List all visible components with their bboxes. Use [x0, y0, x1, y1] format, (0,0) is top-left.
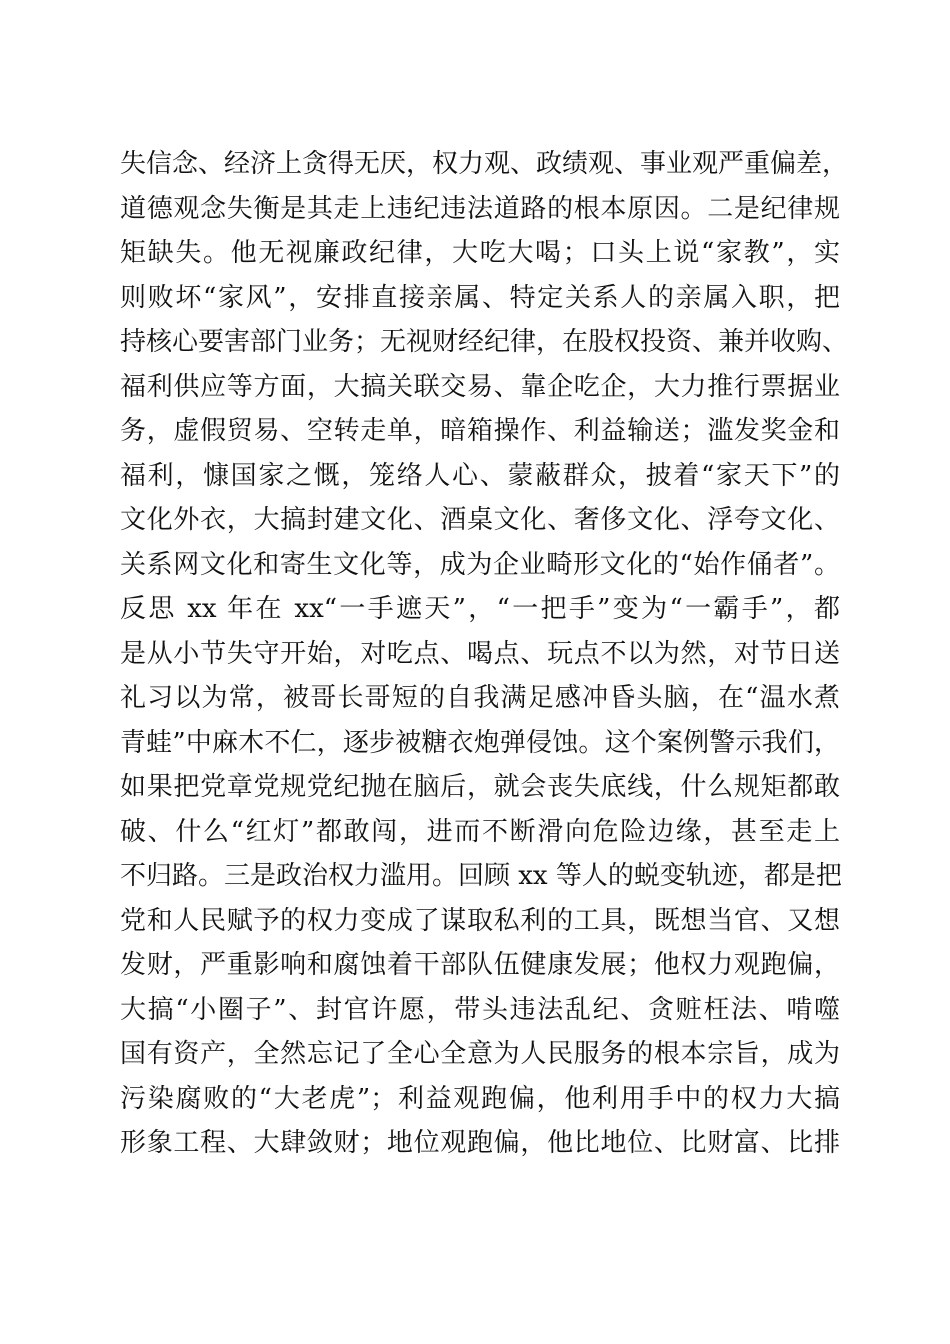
- text-line: 反思 xx 年在 xx“一手遮天”，“一把手”变为“一霸手”，都: [120, 594, 840, 624]
- text-line: 福利供应等方面，大搞关联交易、靠企吃企，大力推行票据业: [120, 371, 840, 402]
- text-line: 失信念、经济上贪得无厌，权力观、政绩观、事业观严重偏差，: [120, 149, 849, 179]
- text-line: 污染腐败的“大老虎”；利益观跑偏，他利用手中的权力大搞: [120, 1083, 840, 1114]
- text-line: 关系网文化和寄生文化等，成为企业畸形文化的“始作俑者”。: [120, 549, 840, 580]
- text-line: 大搞“小圈子”、封官许愿，带头违法乱纪、贪赃枉法、啃噬: [120, 994, 840, 1025]
- text-line: 青蛙”中麻木不仁，逐步被糖衣炮弹侵蚀。这个案例警示我们，: [120, 727, 840, 758]
- text-line: 则败坏“家风”，安排直接亲属、特定关系人的亲属入职，把: [120, 282, 840, 313]
- text-line: 福利，慷国家之慨，笼络人心、蒙蔽群众，披着“家天下”的: [120, 460, 840, 491]
- text-line: 道德观念失衡是其走上违纪违法道路的根本原因。二是纪律规: [120, 193, 840, 224]
- text-line: 破、什么“红灯”都敢闯，进而不断滑向危险边缘，甚至走上: [120, 816, 840, 847]
- text-line: 务，虚假贸易、空转走单，暗箱操作、利益输送；滥发奖金和: [120, 416, 840, 446]
- text-line: 矩缺失。他无视廉政纪律，大吃大喝；口头上说“家教”，实: [120, 238, 840, 268]
- text-line: 发财，严重影响和腐蚀着干部队伍健康发展；他权力观跑偏，: [120, 950, 840, 980]
- text-line: 党和人民赋予的权力变成了谋取私利的工具，既想当官、又想: [120, 905, 840, 936]
- text-line: 礼习以为常，被哥长哥短的自我满足感冲昏头脑，在“温水煮: [120, 683, 840, 713]
- text-line: 持核心要害部门业务；无视财经纪律，在股权投资、兼并收购、: [120, 327, 849, 357]
- body-text: [120, 142, 849, 1166]
- text-line: 形象工程、大肆敛财；地位观跑偏，他比地位、比财富、比排: [120, 1128, 840, 1158]
- text-line: 文化外衣，大搞封建文化、酒桌文化、奢侈文化、浮夸文化、: [120, 505, 840, 535]
- text-line: 是从小节失守开始，对吃点、喝点、玩点不以为然，对节日送: [120, 638, 840, 669]
- text-line: 如果把党章党规党纪抛在脑后，就会丧失底线，什么规矩都敢: [120, 772, 840, 802]
- text-line: 不归路。三是政治权力滥用。回顾 xx 等人的蜕变轨迹，都是把: [120, 861, 842, 891]
- text-line: 国有资产，全然忘记了全心全意为人民服务的根本宗旨，成为: [120, 1039, 840, 1069]
